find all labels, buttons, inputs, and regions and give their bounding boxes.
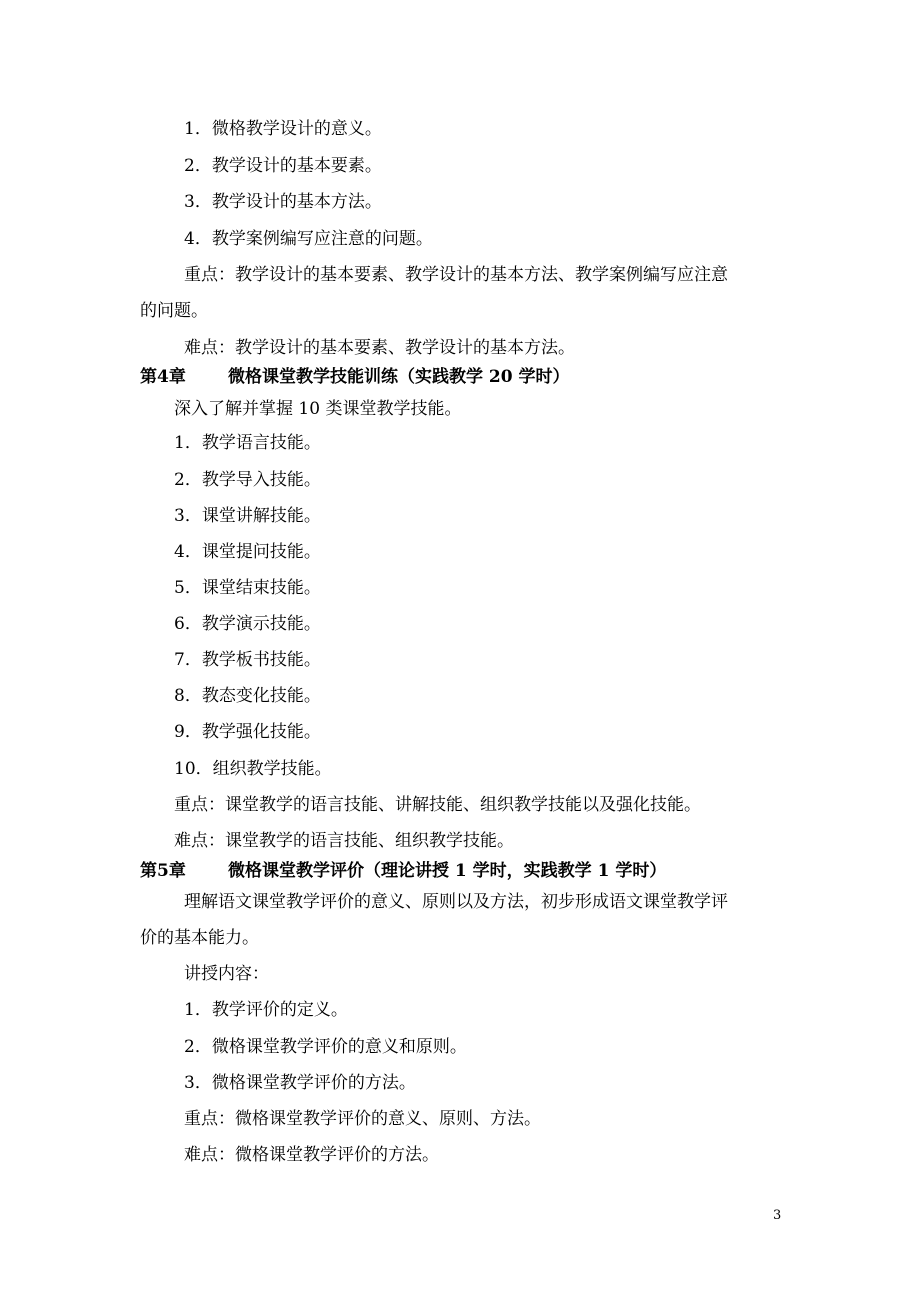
chapter-title: 微格课堂教学技能训练（实践教学 20 学时） xyxy=(228,367,570,387)
list-item: 6．教学演示技能。 xyxy=(174,614,321,634)
chapter-label: 第5章 xyxy=(140,861,186,881)
list-item: 3．课堂讲解技能。 xyxy=(174,506,321,526)
list-item: 8．教态变化技能。 xyxy=(174,686,321,706)
chapter-title: 微格课堂教学评价（理论讲授 1 学时，实践教学 1 学时） xyxy=(228,861,667,881)
list-item: 9．教学强化技能。 xyxy=(174,722,321,742)
lecture-content-label: 讲授内容： xyxy=(184,964,269,984)
list-item: 3．教学设计的基本方法。 xyxy=(184,192,382,212)
chapter-heading xyxy=(140,860,840,882)
chapter-label: 第4章 xyxy=(140,367,186,387)
list-item: 10．组织教学技能。 xyxy=(174,759,332,779)
chapter-heading xyxy=(140,366,840,388)
list-item: 2．微格课堂教学评价的意义和原则。 xyxy=(184,1037,467,1057)
difficulties-text: 难点：微格课堂教学评价的方法。 xyxy=(184,1145,439,1165)
list-item: 3．微格课堂教学评价的方法。 xyxy=(184,1073,416,1093)
key-points-text: 重点：微格课堂教学评价的意义、原则、方法。 xyxy=(184,1109,541,1129)
chapter-intro: 理解语文课堂教学评价的意义、原则以及方法，初步形成语文课堂教学评 xyxy=(184,892,728,912)
key-points-text: 重点：教学设计的基本要素、教学设计的基本方法、教学案例编写应注意 xyxy=(184,265,728,285)
list-item: 2．教学设计的基本要素。 xyxy=(184,156,382,176)
difficulties-text: 难点：教学设计的基本要素、教学设计的基本方法。 xyxy=(184,338,575,358)
key-points-text: 重点：课堂教学的语言技能、讲解技能、组织教学技能以及强化技能。 xyxy=(174,795,701,815)
list-item: 4．课堂提问技能。 xyxy=(174,542,321,562)
difficulties-text: 难点：课堂教学的语言技能、组织教学技能。 xyxy=(174,831,514,851)
key-points-text-continued: 的问题。 xyxy=(140,301,208,321)
page-number: 3 xyxy=(773,1208,782,1223)
list-item: 1．教学评价的定义。 xyxy=(184,1000,348,1020)
list-item: 4．教学案例编写应注意的问题。 xyxy=(184,229,433,249)
list-item: 2．教学导入技能。 xyxy=(174,470,321,490)
list-item: 5．课堂结束技能。 xyxy=(174,578,321,598)
list-item: 1．微格教学设计的意义。 xyxy=(184,119,382,139)
chapter-intro-continued: 价的基本能力。 xyxy=(140,928,259,948)
list-item: 1．教学语言技能。 xyxy=(174,433,321,453)
chapter-intro: 深入了解并掌握 10 类课堂教学技能。 xyxy=(174,399,462,419)
list-item: 7．教学板书技能。 xyxy=(174,650,321,670)
